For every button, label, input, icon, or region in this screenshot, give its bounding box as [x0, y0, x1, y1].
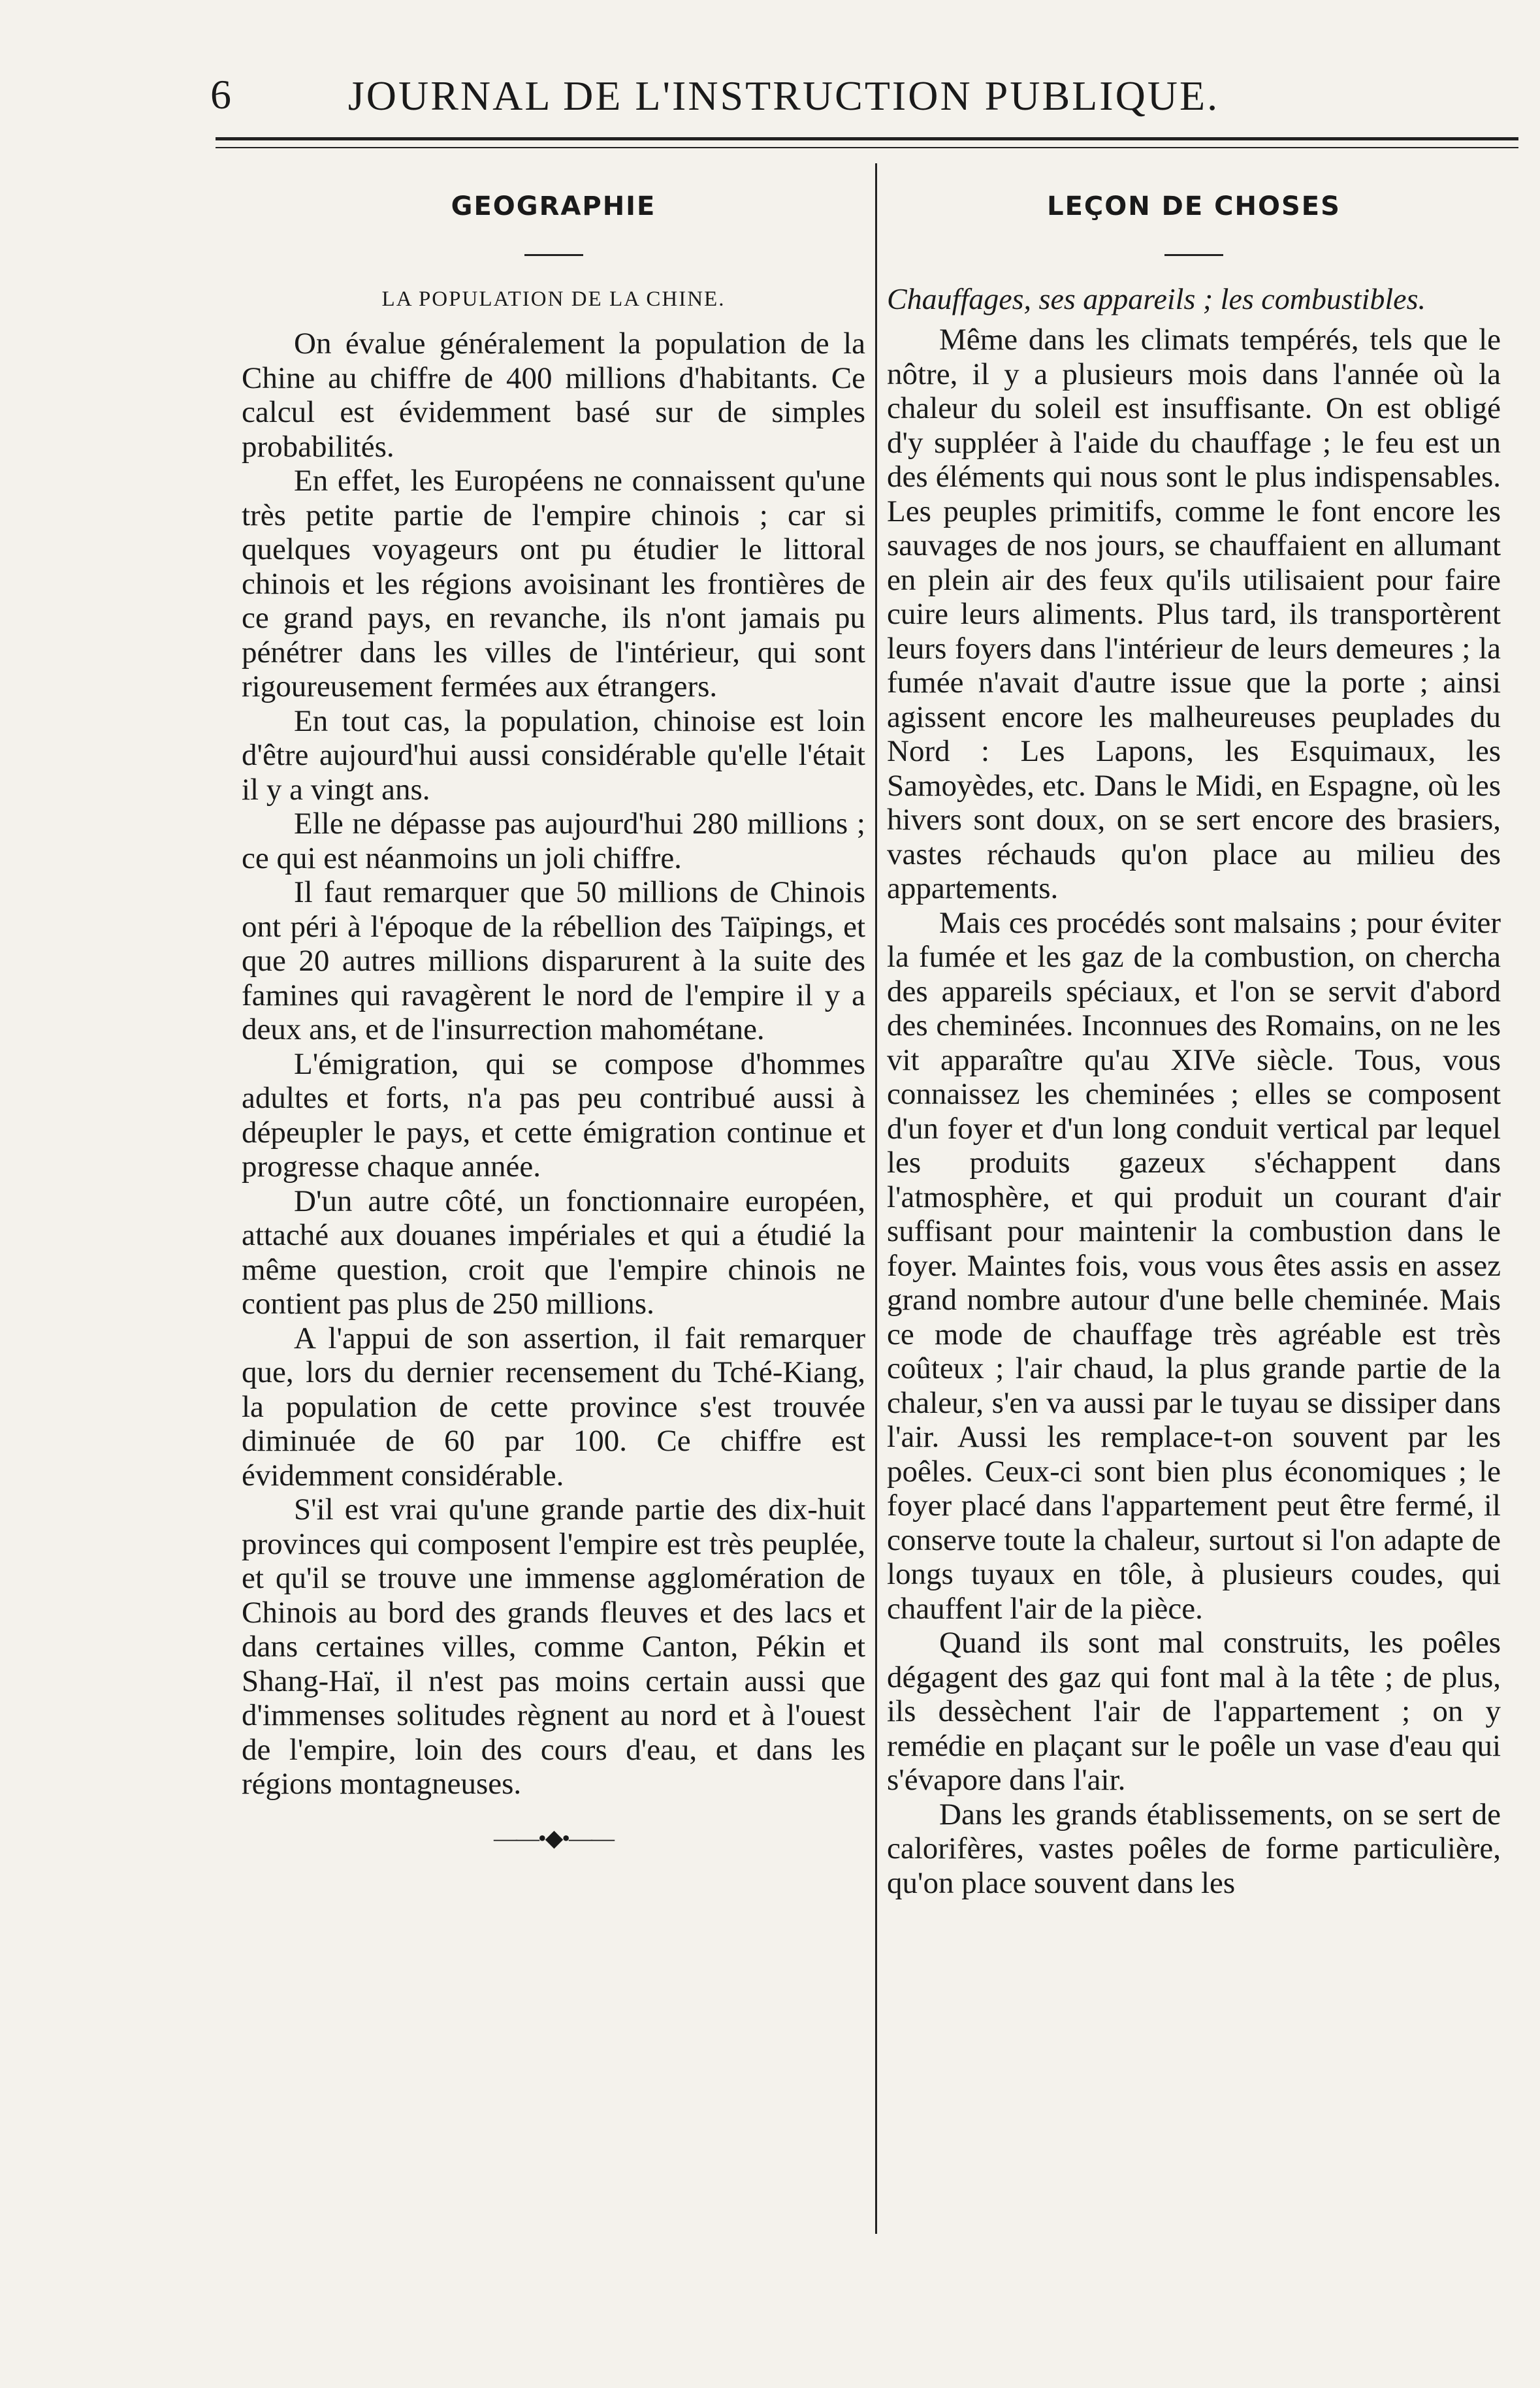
column-separator: [875, 163, 877, 2234]
paragraph: En tout cas, la population, chinoise est loin d'être aujourd'hui aussi considérable qu'elle l'était il y a vingt ans.: [242, 703, 865, 807]
paragraph: Quand ils sont mal construits, les poêles dégagent des gaz qui font mal à la tête ; de plus, ils dessèchent l'air de l'appartement ; on y remédie en plaçant sur le poêle un vase d'eau qui s'évapore dans l'air.: [887, 1626, 1501, 1797]
paragraph: Il faut remarquer que 50 millions de Chinois ont péri à l'époque de la rébellion des Taïpings, et que 20 autres millions disparurent à la suite des famines qui ravagèrent le nord de l'empire il y a deux ans, et de l'insurrection mahométane.: [242, 875, 865, 1046]
article-subtitle: LA POPULATION DE LA CHINE.: [381, 287, 726, 311]
geography-column: [242, 176, 865, 1855]
paragraph: On évalue généralement la population de la Chine au chiffre de 400 millions d'habitants. Ce calcul est évidemment basé sur de simples probabilités.: [242, 327, 865, 464]
section-title-lesson: LEÇON DE CHOSES: [1047, 191, 1341, 221]
section-rule: [1164, 254, 1223, 256]
paragraph: En effet, les Européens ne connaissent qu'une très petite partie de l'empire chinois ; car si quelques voyageurs ont pu étudier le littoral chinois et les régions avoisinant les frontières de ce grand pays, en revanche, ils n'ont jamais pu pénétrer dans les villes de l'intérieur, qui sont rigoureusement fermées aux étrangers.: [242, 464, 865, 703]
lesson-column: [887, 176, 1501, 1900]
section-title-geography: GEOGRAPHIE: [451, 191, 656, 221]
paragraph: A l'appui de son assertion, il fait remarquer que, lors du dernier recensement du Tché-Kiang, la population de cette province s'est trouvée diminuée de 60 par 100. Ce chiffre est évidemment considérable.: [242, 1321, 865, 1492]
paragraph: Elle ne dépasse pas aujourd'hui 280 millions ; ce qui est néanmoins un joli chiffre.: [242, 807, 865, 875]
paragraph: Mais ces procédés sont malsains ; pour éviter la fumée et les gaz de la combustion, on chercha des appareils spéciaux, et l'on se servit d'abord des cheminées. Inconnues des Romains, on ne les vit apparaître qu'au XIVe siècle. Tous, vous connaissez les cheminées ; elles se composent d'un foyer et d'un long conduit vertical par lequel les produits gazeux s'échappent dans l'atmosphère, et qui produit un courant d'air suffisant pour maintenir la combustion dans le foyer. Maintes fois, vous vous êtes assis en assez grand nombre autour d'une belle cheminée. Mais ce mode de chauffage très agréable est très coûteux ; l'air chaud, la plus grande partie de la chaleur, s'en va aussi par le tuyau se dissiper dans l'air. Aussi les remplace-t-on souvent par les poêles. Ceux-ci sont bien plus économiques ; le foyer placé dans l'appartement peut être fermé, il conserve toute la chaleur, surtout si l'on adapte de longs tuyaux en tôle, à plusieurs coudes, qui chauffent l'air de la pièce.: [887, 905, 1501, 1626]
paragraph: D'un autre côté, un fonctionnaire européen, attaché aux douanes impériales et qui a étudié la même question, croit que l'empire chinois ne contient pas plus de 250 millions.: [242, 1184, 865, 1321]
end-ornament: ——•◆•——: [494, 1824, 613, 1851]
section-rule: [524, 254, 583, 256]
paragraph: Dans les grands établissements, on se sert de calorifères, vastes poêles de forme particulière, qu'on place souvent dans les: [887, 1797, 1501, 1900]
article-subtitle: Chauffages, ses appareils ; les combustibles.: [887, 282, 1426, 315]
page-number: 6: [210, 71, 231, 118]
paragraph: S'il est vrai qu'une grande partie des dix-huit provinces qui composent l'empire est très peuplée, et qu'il se trouve une immense agglomération de Chinois au bord des grands fleuves et des lacs et dans certaines villes, comme Canton, Pékin et Shang-Haï, il n'est pas moins certain aussi que d'immenses solitudes règnent au nord et à l'ouest de l'empire, loin des cours d'eau, et dans les régions montagneuses.: [242, 1492, 865, 1801]
paragraph: L'émigration, qui se compose d'hommes adultes et forts, n'a pas peu contribué aussi à dépeupler le pays, et cette émigration continue et progresse chaque année.: [242, 1046, 865, 1184]
journal-title: JOURNAL DE L'INSTRUCTION PUBLIQUE.: [347, 73, 1220, 119]
paragraph: Même dans les climats tempérés, tels que le nôtre, il y a plusieurs mois dans l'année où la chaleur du soleil est insuffisante. On est obligé d'y suppléer à l'aide du chauffage ; le feu est un des éléments qui nous sont le plus indispensables. Les peuples primitifs, comme le font encore les sauvages de nos jours, se chauffaient en allumant en plein air des feux qu'ils utilisaient pour faire cuire leurs aliments. Plus tard, ils transportèrent leurs foyers dans l'intérieur de leurs demeures ; la fumée n'avait d'autre issue que la porte ; ainsi agissent encore les malheureuses peuplades du Nord : Les Lapons, les Esquimaux, les Samoyèdes, etc. Dans le Midi, en Espagne, où les hivers sont doux, on se sert encore des brasiers, vastes réchauds qu'on place au milieu des appartements.: [887, 323, 1501, 905]
header-rule: [216, 137, 1518, 148]
